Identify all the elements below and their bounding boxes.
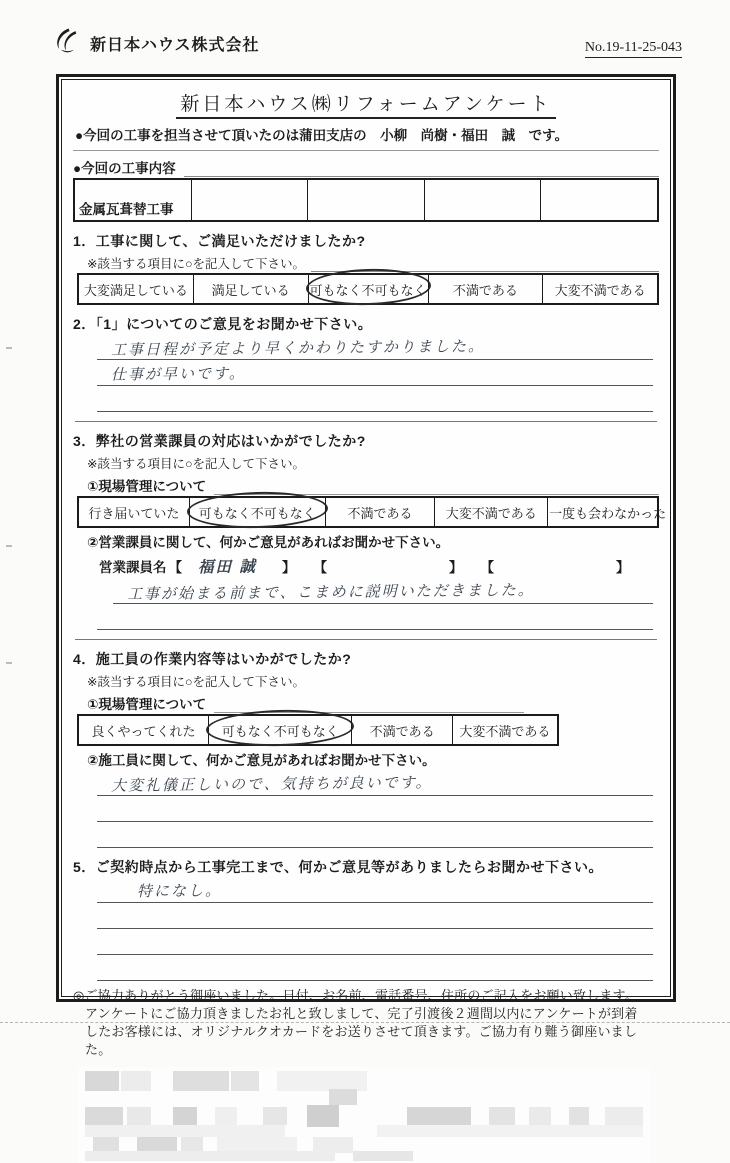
q3-option: 大変不満である — [434, 498, 547, 526]
work-content-cell — [307, 180, 424, 220]
q4-answer-line-blank — [97, 822, 653, 848]
q3-answer-line — [113, 578, 653, 604]
handwritten-answer: 仕事が早いです。 — [110, 365, 246, 384]
q1-option: 不満である — [428, 275, 543, 303]
q5-answer-line — [97, 877, 653, 903]
section-divider — [75, 639, 657, 640]
q4-note-row — [87, 672, 659, 690]
handwritten-answer: 工事日程が予定より早くかわりたすかりました。 — [110, 337, 486, 359]
q4-note: ※該当する項目に○を記入して下さい。 — [87, 675, 306, 689]
q3-option-table — [77, 496, 667, 528]
q2-answer-line — [97, 334, 653, 360]
redacted-personal-info — [77, 1067, 651, 1163]
work-content-cell — [540, 180, 657, 220]
q4-heading: 4．施工員の作業内容等はいかがでしたか? — [73, 651, 352, 667]
handwritten-staff-name — [329, 571, 343, 572]
rule-line — [214, 481, 659, 496]
q3-option-label: 可もなく不可もなく — [198, 506, 316, 521]
q1-option: 満足している — [193, 275, 308, 303]
work-content-cell: 金属瓦葺替工事 — [79, 202, 174, 217]
bracket: 【 — [168, 560, 182, 575]
company-name: 新日本ハウス株式会社 — [90, 36, 260, 54]
q3-option: 行き届いていた — [88, 506, 180, 521]
q5-answer-line-blank — [97, 903, 653, 929]
q1-heading: 1．工事に関して、ご満足いただけましたか? — [73, 233, 366, 249]
company-brand — [50, 26, 260, 60]
page-header — [50, 26, 682, 60]
form-title: 新日本ハウス㈱リフォームアンケート — [176, 94, 555, 119]
q3-note-row — [87, 454, 659, 472]
handwritten-answer: 工事が始まる前まで、こまめに説明いただきました。 — [126, 581, 535, 604]
bracket: 】 — [449, 560, 463, 575]
q4-sub2-row — [87, 749, 659, 769]
q4-option-selected — [208, 716, 351, 744]
rule-line — [214, 699, 524, 714]
work-content-table — [73, 178, 659, 222]
document-number: No.19-11-25-043 — [585, 40, 682, 58]
bracket: 】 — [616, 560, 630, 575]
section-divider — [75, 421, 657, 422]
q4-sub1-row — [87, 693, 659, 713]
footer-note-line: ◎ご協力ありがとう御座いました。日付、お名前、電話番号、住所のご記入をお願い致します。 — [73, 988, 638, 1003]
bracket: 】 — [282, 560, 296, 575]
footer-note-line: アンケートにご協力頂きましたお礼と致しまして、完了引渡後２週間以内にアンケートが到着 — [85, 1005, 638, 1021]
q1-option-label: 可もなく不可もなく — [309, 283, 427, 298]
q3-sub1-row — [87, 475, 659, 495]
handwritten-staff-name: 福田 誠 — [197, 558, 257, 577]
q3-heading: 3．弊社の営業課員の対応はいかがでしたか? — [73, 433, 366, 449]
q1-note-row — [87, 254, 659, 272]
q2-answer-line-blank — [97, 386, 653, 412]
bracket: 【 — [313, 560, 327, 575]
q3-answer-line-blank — [97, 604, 653, 630]
q3-option: 一度も会わなかった — [547, 498, 657, 526]
work-content-cell — [191, 180, 308, 220]
footer-note-line: したお客様には、オリジナルクオカードをお送りさせて頂きます。ご協力有り難う御座いました。 — [85, 1023, 638, 1057]
scan-artifact — [6, 545, 12, 547]
handwritten-staff-name — [496, 571, 510, 572]
q1-option: 大変満足している — [83, 283, 188, 298]
staff-name-label: 営業課員名 — [99, 560, 167, 575]
handwritten-answer: 大変礼儀正しいので、気持ちが良いです。 — [110, 774, 433, 795]
q4-sub1-label: ①現場管理について — [87, 697, 207, 712]
q1-option-selected — [308, 275, 428, 303]
q3-note: ※該当する項目に○を記入して下さい。 — [87, 457, 306, 471]
q3-sub1-label: ①現場管理について — [87, 479, 207, 494]
scan-artifact — [6, 662, 12, 664]
work-content-cell — [424, 180, 541, 220]
q5-answer-line-blank — [97, 955, 653, 981]
scan-edge-line — [0, 1022, 730, 1023]
staff-intro-line: ●今回の工事を担当させて頂いたのは蒲田支店の 小柳 尚樹・福田 誠 です。 — [73, 122, 659, 151]
q4-option: 大変不満である — [452, 716, 557, 744]
q3-sub2-label: ②営業課員に関して、何かご意見があればお聞かせ下さい。 — [87, 535, 450, 550]
form-title-row — [73, 89, 659, 116]
q4-answer-line-blank — [97, 796, 653, 822]
q2-heading: 2．「1」についてのご意見をお聞かせ下さい。 — [73, 316, 373, 332]
q5-heading: 5．ご契約時点から工事完工まで、何かご意見等がありましたらお聞かせ下さい。 — [73, 859, 604, 875]
rule-line — [311, 259, 659, 273]
q4-option-label: 可もなく不可もなく — [221, 724, 339, 739]
survey-form — [56, 74, 676, 1057]
q3-option-selected — [189, 498, 325, 526]
q4-answer-line — [97, 770, 653, 796]
q4-option: 不満である — [351, 716, 451, 744]
q1-option: 大変不満である — [542, 275, 657, 303]
work-content-label: ●今回の工事内容 — [73, 161, 176, 176]
q1-option-table — [77, 273, 659, 305]
q4-option: 良くやってくれた — [91, 724, 196, 739]
staff-name-row — [99, 555, 659, 578]
work-content-label-row — [73, 157, 659, 177]
q5-answer-line-blank — [97, 929, 653, 955]
bracket: 【 — [480, 560, 494, 575]
handwritten-answer: 特になし。 — [136, 882, 223, 901]
q1-note: ※該当する項目に○を記入して下さい。 — [87, 257, 306, 271]
q3-option: 不満である — [325, 498, 435, 526]
rule-line — [184, 161, 659, 177]
q4-option-table — [77, 714, 559, 746]
q2-answer-line — [97, 360, 653, 386]
scan-artifact — [6, 347, 12, 349]
swirl-logo-icon — [50, 26, 84, 60]
q4-sub2-label: ②施工員に関して、何かご意見があればお聞かせ下さい。 — [87, 753, 436, 768]
q3-sub2-row — [87, 531, 659, 551]
